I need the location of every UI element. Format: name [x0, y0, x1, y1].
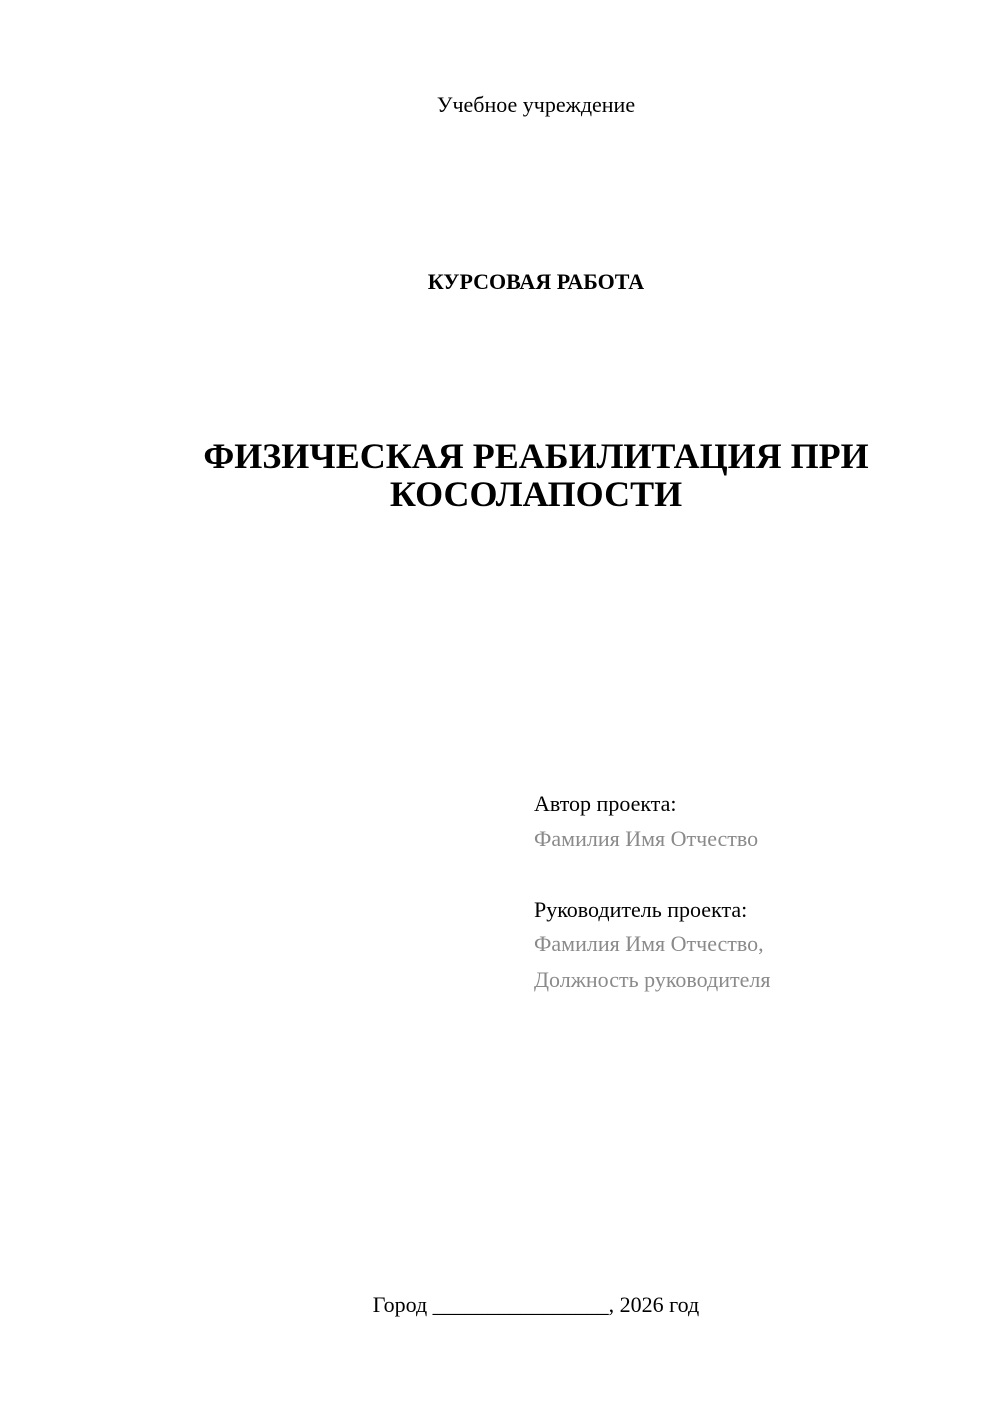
author-name: Фамилия Имя Отчество [534, 826, 759, 851]
institution-name: Учебное учреждение [436, 92, 636, 117]
supervisor-position: Должность руководителя [534, 967, 771, 992]
work-title-line-2: КОСОЛАПОСТИ [389, 474, 683, 514]
work-title [0, 437, 1000, 513]
document-type: КУРСОВАЯ РАБОТА [427, 269, 645, 294]
author-label: Автор проекта: [534, 791, 677, 816]
work-title-line-1: ФИЗИЧЕСКАЯ РЕАБИЛИТАЦИЯ ПРИ [203, 436, 869, 476]
city-year-footer: Город ________________, 2026 год [372, 1292, 700, 1317]
supervisor-name: Фамилия Имя Отчество, [534, 931, 764, 956]
supervisor-label: Руководитель проекта: [534, 897, 748, 922]
